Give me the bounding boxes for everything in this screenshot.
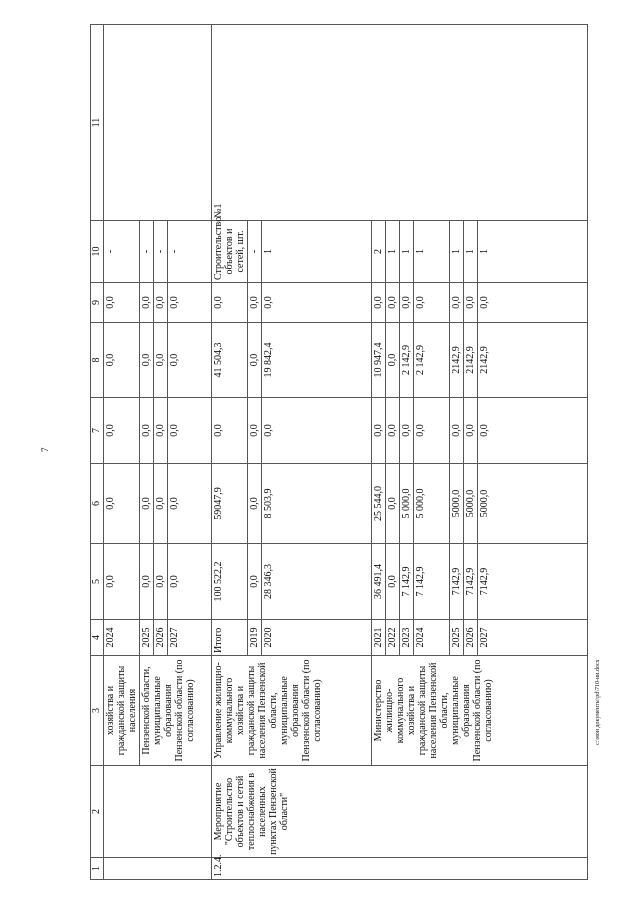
table-cell: 7 142,9 [414,544,450,620]
year-cell: 2024 [104,620,140,656]
table-cell: 7 142,9 [400,544,414,620]
table-cell: 0,0 [168,398,212,464]
year-cell: 2019 [248,620,262,656]
year-cell: 2025 [140,620,154,656]
table-cell: - [168,221,212,283]
year-cell: 2020 [262,620,372,656]
table-cell: 1 [386,221,400,283]
table-cell: 0,0 [386,544,400,620]
table-cell: 5000,0 [450,464,464,544]
table-cell: 25 544,0 [372,464,386,544]
executor-cell: Управление жилищно-коммунального хозяйства и гражданской защиты населения Пензенской области, муниципальные образования Пензенской области (по согласованию) [212,656,372,766]
executor-cell: хозяйства и гражданской защиты населения [104,656,140,766]
table-cell: 100 522,2 [212,544,248,620]
table-cell: 0,0 [212,398,248,464]
table-cell: 0,0 [248,398,262,464]
table-cell: 0,0 [140,323,154,398]
table-cell: 7142,9 [478,544,588,620]
table-cell: 0,0 [478,398,588,464]
table-cell: 0,0 [154,398,168,464]
table-cell: 0,0 [400,283,414,323]
table-cell: - [104,221,140,283]
table-cell [104,858,212,880]
table-cell: 0,0 [450,283,464,323]
table-cell: 0,0 [154,283,168,323]
table-cell: 0,0 [104,323,140,398]
table-cell: 0,0 [140,283,154,323]
table-cell: 2 142,9 [414,323,450,398]
table-cell: 0,0 [154,464,168,544]
table-cell: 0,0 [154,323,168,398]
table-cell: 0,0 [372,398,386,464]
table-cell: 0,0 [262,283,372,323]
table-cell [104,25,212,221]
table-row [104,25,140,880]
table-cell: - [154,221,168,283]
table-cell: 1 [464,221,478,283]
table-cell: 1 [478,221,588,283]
table-cell: 1 [262,221,372,283]
header-cell: 2 [91,766,104,858]
table-cell: 0,0 [248,283,262,323]
header-row [91,25,104,880]
table-cell: - [140,221,154,283]
table-cell: 0,0 [464,283,478,323]
table-cell: 59047,9 [212,464,248,544]
table-cell: 0,0 [386,398,400,464]
header-cell: 1 [91,858,104,880]
table-cell: 2142,9 [464,323,478,398]
table-row [212,25,248,880]
year-cell: 2026 [154,620,168,656]
table-cell: 2 142,9 [400,323,414,398]
table-cell: 0,0 [168,283,212,323]
header-cell: 4 [91,620,104,656]
table-cell: 2 [372,221,386,283]
total-label: Итого [212,620,248,656]
table-cell: 0,0 [248,544,262,620]
header-cell: 9 [91,283,104,323]
table-cell [104,766,212,858]
program-activities-table [90,24,588,880]
table-cell: 0,0 [414,283,450,323]
table-cell: - [248,221,262,283]
table-cell: 7142,9 [450,544,464,620]
table-cell: 41 504,3 [212,323,248,398]
table-cell: 0,0 [386,283,400,323]
table-cell: 0,0 [140,464,154,544]
year-cell: 2024 [414,620,450,656]
table-cell: 0,0 [386,323,400,398]
table-cell: 1 [400,221,414,283]
table-cell: 7142,9 [464,544,478,620]
table-cell: 5000,0 [478,464,588,544]
header-cell: 8 [91,323,104,398]
header-cell: 7 [91,398,104,464]
table-cell: 5000,0 [464,464,478,544]
table-cell: 8 503,9 [262,464,372,544]
table-cell: 2142,9 [478,323,588,398]
table-cell: 0,0 [104,544,140,620]
table-cell: 0,0 [212,283,248,323]
table-cell: 0,0 [450,398,464,464]
page-number: 7 [40,447,50,452]
table-cell: 0,0 [168,464,212,544]
executor-cell: Пензенской области, муниципальные образования Пензенской области (по согласованию) [140,656,212,766]
table-cell: 0,0 [168,323,212,398]
table-cell: 5 000,0 [414,464,450,544]
header-cell: 11 [91,25,104,221]
measure-name: Мероприятие "Строительство объектов и сетей теплоснабжения в населенных пунктах Пензенской области" [212,766,588,858]
table-cell: 0,0 [386,464,400,544]
table-cell: 2142,9 [450,323,464,398]
table-cell: 0,0 [262,398,372,464]
year-cell: 2022 [386,620,400,656]
table-cell: 0,0 [104,398,140,464]
table-cell: 0,0 [414,398,450,464]
table-cell: 0,0 [248,323,262,398]
table-cell: 19 842,4 [262,323,372,398]
table-cell: 0,0 [400,398,414,464]
year-cell: 2025 [450,620,464,656]
table-cell: 0,0 [140,544,154,620]
table-cell: 0,0 [104,464,140,544]
table-cell: 10 947,4 [372,323,386,398]
table-cell: 0,0 [464,398,478,464]
table-cell: 1 [414,221,450,283]
table-cell: 0,0 [478,283,588,323]
table-cell: 0,0 [248,464,262,544]
measure-number: 1.2.4. [212,858,588,880]
header-cell: 3 [91,656,104,766]
executor-cell: Министерство жилищно-коммунального хозяйства и гражданской защиты населения Пензенской области, муниципальные образования Пензенской области (по согласованию) [372,656,588,766]
indicator-number: №1 [212,25,588,221]
footer-file-path: c:\мои документы\pd\710-ии.docx [595,659,601,745]
rotated-table-wrapper [90,25,605,880]
year-cell: 2023 [400,620,414,656]
header-cell: 5 [91,544,104,620]
table-cell: 0,0 [140,398,154,464]
table-cell: 0,0 [372,283,386,323]
year-cell: 2027 [168,620,212,656]
year-cell: 2026 [464,620,478,656]
table-cell: 0,0 [104,283,140,323]
table-cell: 5 000,0 [400,464,414,544]
header-cell: 10 [91,221,104,283]
table-cell: 0,0 [154,544,168,620]
table-cell: 0,0 [168,544,212,620]
indicator-cell: Строительство объектов и сетей, шт. [212,221,248,283]
year-cell: 2027 [478,620,588,656]
year-cell: 2021 [372,620,386,656]
header-cell: 6 [91,464,104,544]
table-cell: 1 [450,221,464,283]
table-cell: 36 491,4 [372,544,386,620]
table-cell: 28 346,3 [262,544,372,620]
